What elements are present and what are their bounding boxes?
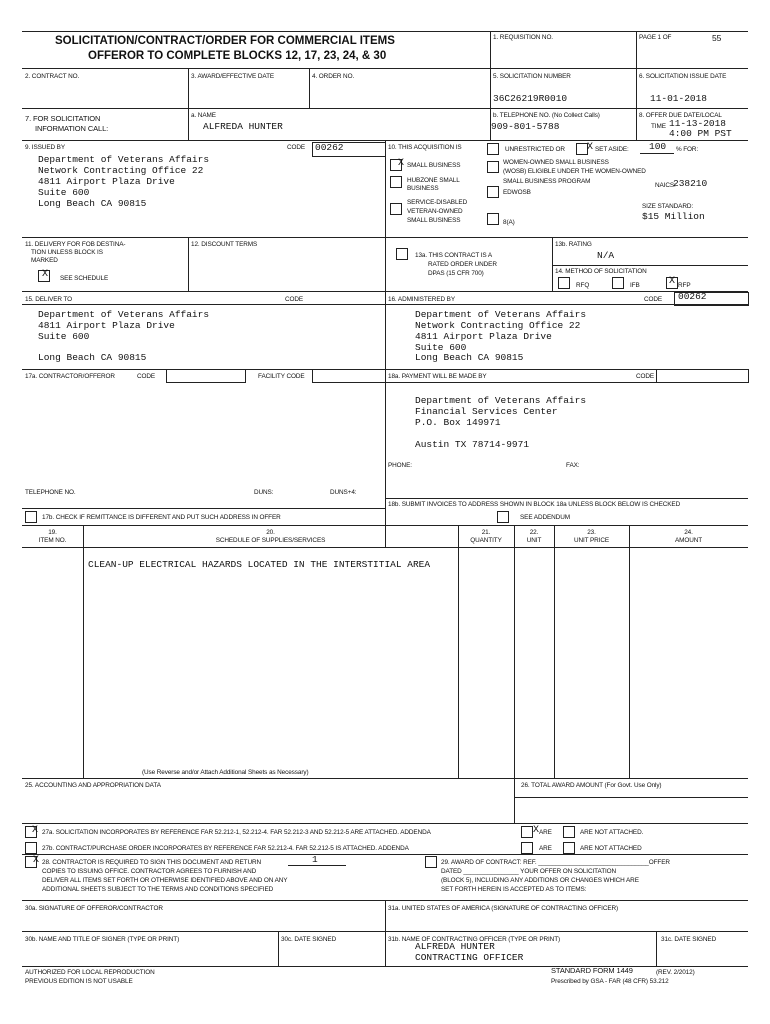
wosb-label-3: SMALL BUSINESS PROGRAM — [503, 178, 591, 185]
sdvosb-label-1: SERVICE-DISABLED — [407, 199, 468, 206]
address-line: Austin TX 78714-9971 — [415, 439, 530, 450]
name-label: a. NAME — [191, 112, 216, 119]
hubzone-label-2: BUSINESS — [407, 185, 439, 192]
admin-code-value: 00262 — [678, 291, 707, 302]
unit-price-num: 23. — [587, 529, 596, 536]
set-aside-mark: X — [587, 142, 594, 153]
ifb-checkbox[interactable] — [612, 277, 624, 289]
rated-label-2: RATED ORDER UNDER — [428, 261, 497, 268]
officer-date-label: 31c. DATE SIGNED — [661, 936, 717, 943]
contractor-label: 17a. CONTRACTOR/OFFEROR — [25, 373, 115, 380]
officer-name-label: 31b. NAME OF CONTRACTING OFFICER (TYPE OR PRINT) — [388, 936, 561, 943]
offeror-date-label: 30c. DATE SIGNED — [281, 936, 337, 943]
schedule-num: 20. — [266, 529, 275, 536]
remittance-checkbox[interactable] — [25, 511, 37, 523]
unit-header: UNIT — [526, 537, 542, 544]
telephone-value: 909-801-5788 — [491, 121, 560, 132]
offer-due-label: 8. OFFER DUE DATE/LOCAL — [639, 112, 722, 119]
address-line: Network Contracting Office 22 — [38, 165, 204, 176]
far-27a-text: 27a. SOLICITATION INCORPORATES BY REFERENCE FAR 52.212-1, 52.212-4. FAR 52.212-3 AND 52.212-5 ARE ATTACHED. ADDENDA — [42, 829, 431, 836]
telephone-label: b. TELEPHONE NO. (No Collect Calls) — [493, 112, 600, 119]
solicitation-number-value: 36C26219R0010 — [493, 93, 568, 104]
set-aside-label: SET ASIDE: — [595, 146, 629, 153]
addenda-27a-are-checkbox[interactable] — [521, 826, 533, 838]
address-line: Long Beach CA 90815 — [38, 198, 147, 209]
award-checkbox[interactable] — [425, 856, 437, 868]
offer-due-time: 4:00 PM PST — [669, 128, 732, 139]
offeror-signature-label: 30a. SIGNATURE OF OFFEROR/CONTRACTOR — [25, 905, 163, 912]
title-line-1: SOLICITATION/CONTRACT/ORDER FOR COMMERCIAL ITEMS — [55, 35, 395, 47]
addendum-checkbox[interactable] — [497, 511, 509, 523]
duns4-label: DUNS+4: — [330, 489, 357, 496]
rfq-label: RFQ — [576, 282, 590, 289]
eight-a-checkbox[interactable] — [487, 213, 499, 225]
offer-due-date: 11-13-2018 — [669, 118, 727, 129]
address-line: 4811 Airport Plaza Drive — [415, 331, 552, 342]
info-call-label-2: INFORMATION CALL: — [35, 124, 109, 133]
rfp-mark: X — [669, 276, 676, 287]
form-revision: (REV. 2/2012) — [656, 969, 695, 976]
address-line: 4811 Airport Plaza Drive — [38, 320, 175, 331]
address-line: 4811 Airport Plaza Drive — [38, 176, 175, 187]
far-27a-mark: X — [32, 825, 39, 836]
payment-phone-label: PHONE: — [388, 462, 412, 469]
address-line: Suite 600 — [38, 187, 90, 198]
schedule-header-label: SCHEDULE OF SUPPLIES/SERVICES — [215, 537, 326, 544]
sdvosb-label-3: SMALL BUSINESS — [407, 217, 461, 224]
item28-line3: DELIVER ALL ITEMS SET FORTH OR OTHERWISE IDENTIFIED ABOVE AND ON ANY — [42, 877, 288, 884]
item-no-header: ITEM NO. — [38, 537, 67, 544]
unrestricted-label: UNRESTRICTED OR — [505, 146, 565, 153]
copies-value: 1 — [312, 854, 318, 865]
page-label: PAGE 1 OF — [639, 34, 672, 41]
naics-value: 238210 — [673, 178, 708, 189]
set-aside-percent: 100 — [649, 141, 667, 152]
far-27b-text: 27b. CONTRACT/PURCHASE ORDER INCORPORATES BY REFERENCE FAR 52.212-4. FAR 52.212-5 IS ATTACHED. ADDENDA — [42, 845, 409, 852]
rated-label-3: DPAS (15 CFR 700) — [428, 270, 484, 277]
footer-previous-edition: PREVIOUS EDITION IS NOT USABLE — [25, 978, 133, 985]
rating-label: 13b. RATING — [555, 241, 592, 248]
amount-header: AMOUNT — [674, 537, 703, 544]
remittance-label: 17b. CHECK IF REMITTANCE IS DIFFERENT AND PUT SUCH ADDRESS IN OFFER — [42, 514, 281, 521]
delivery-label-1: 11. DELIVERY FOR FOB DESTINA- — [25, 241, 126, 248]
issued-code-value: 00262 — [315, 142, 344, 153]
quantity-header: QUANTITY — [470, 537, 502, 544]
duns-label: DUNS: — [254, 489, 274, 496]
item28-line4: ADDITIONAL SHEETS SUBJECT TO THE TERMS AND CONDITIONS SPECIFIED — [42, 886, 274, 893]
rated-label-1: 13a. THIS CONTRACT IS A — [415, 252, 493, 259]
addenda-27b-not-checkbox[interactable] — [563, 842, 575, 854]
award-date-label: 3. AWARD/EFFECTIVE DATE — [191, 73, 275, 80]
rfq-checkbox[interactable] — [558, 277, 570, 289]
deliver-code-label: CODE — [285, 296, 304, 303]
time-label: TIME — [651, 123, 666, 130]
payment-fax-label: FAX: — [566, 462, 580, 469]
addenda-27a-mark: X — [533, 825, 540, 836]
size-standard-label: SIZE STANDARD: — [642, 203, 694, 210]
see-addendum-label: SEE ADDENDUM — [520, 514, 570, 521]
percent-for-label: % FOR: — [676, 146, 699, 153]
method-label: 14. METHOD OF SOLICITATION — [555, 268, 647, 275]
award-line4: SET FORTH HEREIN IS ACCEPTED AS TO ITEMS: — [441, 886, 587, 893]
address-line: Department of Veterans Affairs — [415, 309, 587, 320]
standard-form-label: STANDARD FORM 1449 — [551, 966, 633, 975]
telephone-no-label: TELEPHONE NO. — [25, 489, 76, 496]
delivery-label-3: MARKED — [31, 257, 58, 264]
sdvosb-label-2: VETERAN-OWNED — [407, 208, 463, 215]
address-line: Department of Veterans Affairs — [415, 395, 587, 406]
issued-by-label: 9. ISSUED BY — [25, 144, 65, 151]
address-line: Suite 600 — [38, 331, 90, 342]
see-schedule-mark: X — [42, 269, 49, 280]
officer-title-value: CONTRACTING OFFICER — [415, 952, 524, 963]
award-line3: (BLOCK 5), INCLUDING ANY ADDITIONS OR CHANGES WHICH ARE — [441, 877, 639, 884]
solicitation-number-label: 5. SOLICITATION NUMBER — [493, 73, 571, 80]
address-line: Network Contracting Office 22 — [415, 320, 581, 331]
prescribed-by: Prescribed by GSA - FAR (48 CFR) 53.212 — [551, 978, 669, 985]
officer-name-value: ALFREDA HUNTER — [415, 941, 495, 952]
discount-terms-label: 12. DISCOUNT TERMS — [191, 241, 258, 248]
accounting-label: 25. ACCOUNTING AND APPROPRIATION DATA — [25, 782, 161, 789]
address-line: P.O. Box 149971 — [415, 417, 501, 428]
see-schedule-label: SEE SCHEDULE — [60, 275, 109, 282]
administered-by-label: 16. ADMINISTERED BY — [388, 296, 455, 303]
small-business-mark: X — [398, 158, 405, 169]
naics-label: NAICS: — [655, 182, 676, 189]
contact-name-value: ALFREDA HUNTER — [203, 121, 283, 132]
delivery-label-2: TION UNLESS BLOCK IS — [31, 249, 103, 256]
deliver-to-label: 15. DELIVER TO — [25, 296, 73, 303]
wosb-label-2: (WOSB) ELIGIBLE UNDER THE WOMEN-OWNED — [503, 168, 646, 175]
total-award-label: 26. TOTAL AWARD AMOUNT (For Govt. Use Only) — [521, 782, 662, 789]
address-line: Financial Services Center — [415, 406, 558, 417]
addenda-27b-are: ARE — [539, 845, 552, 852]
payment-code-field[interactable] — [656, 369, 749, 383]
address-line: Department of Veterans Affairs — [38, 154, 210, 165]
small-business-label: SMALL BUSINESS — [407, 162, 461, 169]
size-standard-value: $15 Million — [642, 211, 705, 222]
issue-date-label: 6. SOLICITATION ISSUE DATE — [639, 73, 727, 80]
title-line-2: OFFEROR TO COMPLETE BLOCKS 12, 17, 23, 24, & 30 — [88, 50, 387, 62]
edwosb-checkbox[interactable] — [487, 186, 499, 198]
addenda-27a-not-checkbox[interactable] — [563, 826, 575, 838]
far-27b-checkbox[interactable] — [25, 842, 37, 854]
addenda-27a-are: ARE — [539, 829, 552, 836]
unit-price-header: UNIT PRICE — [573, 537, 610, 544]
hubzone-checkbox[interactable] — [390, 176, 402, 188]
address-line: Department of Veterans Affairs — [38, 309, 210, 320]
hubzone-label-1: HUBZONE SMALL — [407, 177, 460, 184]
eight-a-label: 8(A) — [503, 219, 515, 226]
facility-code-label: FACILITY CODE — [258, 373, 305, 380]
item28-line1: 28. CONTRACTOR IS REQUIRED TO SIGN THIS DOCUMENT AND RETURN — [42, 859, 261, 866]
page-total: 55 — [712, 33, 722, 43]
submit-invoices-label: 18b. SUBMIT INVOICES TO ADDRESS SHOWN IN BLOCK 18a UNLESS BLOCK BELOW IS CHECKED — [388, 501, 681, 508]
admin-code-label: CODE — [644, 296, 663, 303]
signer-name-label: 30b. NAME AND TITLE OF SIGNER (TYPE OR PRINT) — [25, 936, 180, 943]
edwosb-label: EDWOSB — [503, 189, 531, 196]
item-no-num: 19. — [48, 529, 57, 536]
contractor-sign-mark: X — [33, 855, 40, 866]
requisition-label: 1. REQUISITION NO. — [493, 34, 553, 41]
payment-code-label: CODE — [636, 373, 655, 380]
contractor-code-label: CODE — [137, 373, 156, 380]
issue-date-value: 11-01-2018 — [650, 93, 708, 104]
contractor-code-field[interactable] — [166, 369, 246, 383]
contract-no-label: 2. CONTRACT NO. — [25, 73, 80, 80]
ifb-label: IFB — [630, 282, 640, 289]
addenda-27b-not: ARE NOT ATTACHED — [580, 845, 642, 852]
sdvosb-checkbox[interactable] — [390, 203, 402, 215]
addenda-27a-not: ARE NOT ATTACHED. — [580, 829, 644, 836]
rating-value: N/A — [597, 250, 615, 261]
facility-code-field[interactable] — [312, 369, 386, 383]
acquisition-label: 10. THIS ACQUISITION IS — [388, 144, 462, 151]
award-line1: 29. AWARD OF CONTRACT: REF. ________________________________OFFER — [441, 859, 670, 866]
reverse-note: (Use Reverse and/or Attach Additional Sheets as Necessary) — [142, 769, 309, 776]
rated-order-checkbox[interactable] — [396, 248, 408, 260]
unrestricted-checkbox[interactable] — [487, 143, 499, 155]
officer-signature-label: 31a. UNITED STATES OF AMERICA (SIGNATURE OF CONTRACTING OFFICER) — [388, 905, 619, 912]
wosb-checkbox[interactable] — [487, 161, 499, 173]
footer-reproduction: AUTHORIZED FOR LOCAL REPRODUCTION — [25, 969, 155, 976]
wosb-label-1: WOMEN-OWNED SMALL BUSINESS — [503, 159, 609, 166]
quantity-num: 21. — [481, 529, 491, 536]
award-line2: DATED ________________ YOUR OFFER ON SOLICITATION — [441, 868, 617, 875]
unit-num: 22. — [529, 529, 539, 536]
address-line: Long Beach CA 90815 — [38, 352, 147, 363]
payment-label: 18a. PAYMENT WILL BE MADE BY — [388, 373, 487, 380]
issued-code-label: CODE — [287, 144, 306, 151]
address-line: Long Beach CA 90815 — [415, 352, 524, 363]
info-call-label-1: 7. FOR SOLICITATION — [25, 114, 101, 123]
line-item-description: CLEAN-UP ELECTRICAL HAZARDS LOCATED IN THE INTERSTITIAL AREA — [88, 559, 431, 570]
order-no-label: 4. ORDER NO. — [312, 73, 355, 80]
rfp-label: RFP — [678, 282, 691, 289]
amount-num: 24. — [684, 529, 693, 536]
addenda-27b-are-checkbox[interactable] — [521, 842, 533, 854]
address-line: Suite 600 — [415, 342, 467, 353]
item28-line2: COPIES TO ISSUING OFFICE. CONTRACTOR AGREES TO FURNISH AND — [42, 868, 257, 875]
